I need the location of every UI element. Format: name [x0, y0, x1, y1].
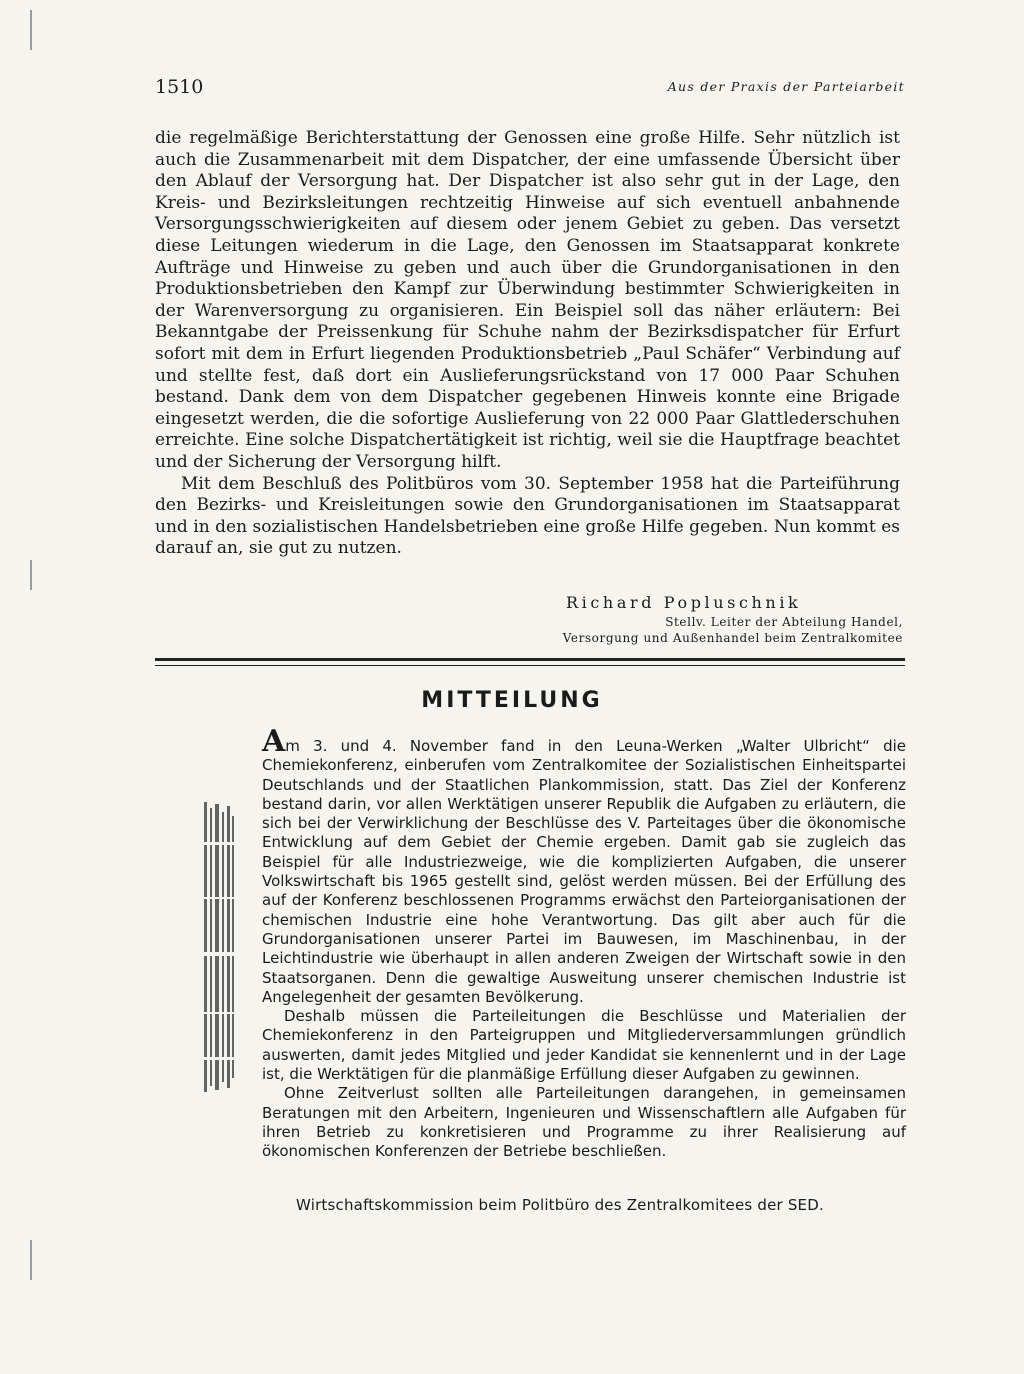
section-divider — [155, 665, 905, 666]
section-divider — [155, 658, 905, 661]
notice-paragraph: Ohne Zeitverlust sollten alle Parteileitungen darangehen, in gemeinsamen Beratungen mit den Arbeitern, Ingenieuren und Wissenschaftlern alle Aufgaben für ihren Betrieb zu konkretisieren und Programme zu ihrer Realisierung auf ökonomischen Konferenzen der Betriebe beschließen. — [262, 1084, 906, 1161]
notice-paragraph: Deshalb müssen die Parteileitungen die Beschlüsse und Materialien der Chemiekonferenz in den Parteigruppen und Mitgliederversammlungen gründlich auswerten, damit jedes Mitglied und jeder Kandidat sie kennenlernt und in der Lage ist, die Werktätigen für die planmäßige Erfüllung dieser Aufgaben zu gewinnen. — [262, 1007, 906, 1084]
rubber-stamp-mark — [198, 802, 238, 1092]
scan-edge-mark — [30, 560, 32, 590]
author-signature — [480, 592, 903, 646]
notice-paragraph-text: m 3. und 4. November fand in den Leuna-Werken „Walter Ulbricht“ die Chemiekonferenz, einberufen vom Zentralkomitee der Sozialistischen Einheitspartei Deutschlands und der Staatlichen Plankommission, statt. Das Ziel der Konferenz bestand darin, vor allen Werktätigen unserer Republik die Aufgaben zu erläutern, die sich bei der Verwirklichung der Beschlüsse des V. Parteitages über die ökonomische Entwicklung auf dem Gebiet der Chemie ergeben. Damit gab sie zugleich das Beispiel für alle Industriezweige, wie die komplizierten Aufgaben, die unserer Volkswirtschaft bis 1965 gestellt sind, gelöst werden müssen. Bei der Erfüllung des auf der Konferenz beschlossenen Programms erwächst den Parteiorganisationen der chemischen Industrie eine hohe Verantwortung. Das gilt aber auch für die Grundorganisationen unserer Partei im Bauwesen, im Maschinenbau, in der Leichtindustrie wie überhaupt in allen anderen Zweigen der Wirtschaft sowie in den Staatsorganen. Denn die gewaltige Ausweitung unserer chemischen Industrie ist Angelegenheit der gesamten Bevölkerung. — [262, 737, 906, 1006]
page-number: 1510 — [155, 76, 204, 98]
page-header — [155, 76, 905, 100]
notice-title: MITTEILUNG — [421, 688, 603, 713]
author-role: Stellv. Leiter der Abteilung Handel, — [665, 615, 903, 629]
article-paragraph: die regelmäßige Berichterstattung der Genossen eine große Hilfe. Sehr nützlich ist auch die Zusammenarbeit mit dem Dispatcher, der eine umfassende Übersicht über den Ablauf der Versorgung hat. Der Dispatcher ist also sehr gut in der Lage, den Kreis- und Bezirksleitungen rechtzeitig Hinweise auf sich eventuell anbahnende Versorgungsschwierigkeiten auf diesem oder jenem Gebiet zu geben. Das versetzt diese Leitungen wiederum in die Lage, den Genossen im Staatsapparat konkrete Aufträge und Hinweise zu geben und auch über die Grundorganisationen in den Produktionsbetrieben den Kampf zur Überwindung bestimmter Schwierigkeiten in der Warenversorgung zu organisieren. Ein Beispiel soll das näher erläutern: Bei Bekanntgabe der Preissenkung für Schuhe nahm der Bezirksdispatcher für Erfurt sofort mit dem in Erfurt liegenden Produktionsbetrieb „Paul Schäfer“ Verbindung auf und stellte fest, daß dort ein Auslieferungsrückstand von 17 000 Paar Schuhen bestand. Dank dem von dem Dispatcher gegebenen Hinweis konnte eine Brigade eingesetzt werden, die die sofortige Auslieferung von 22 000 Paar Glattlederschuhen erreichte. Eine solche Dispatchertätigkeit ist richtig, weil sie die Hauptfrage beachtet und der Sicherung der Versorgung hilft. — [155, 128, 900, 472]
notice-body — [262, 724, 906, 1162]
scan-edge-mark — [30, 10, 32, 50]
author-name: Richard Popluschnik — [566, 593, 802, 612]
notice-closing: Wirtschaftskommission beim Politbüro des Zentralkomitees der SED. — [296, 1196, 824, 1214]
drop-cap: A — [262, 724, 286, 759]
author-role: Versorgung und Außenhandel beim Zentralkomitee — [562, 631, 903, 645]
scan-edge-mark — [30, 1240, 32, 1280]
notice-paragraph — [262, 724, 906, 1007]
article-body — [155, 128, 900, 560]
running-title: Aus der Praxis der Parteiarbeit — [667, 79, 905, 94]
article-paragraph: Mit dem Beschluß des Politbüros vom 30. September 1958 hat die Parteiführung den Bezirks- und Kreisleitungen sowie den Grundorganisationen im Staatsapparat und in den sozialistischen Handelsbetrieben eine große Hilfe gegeben. Nun kommt es darauf an, sie gut zu nutzen. — [155, 473, 900, 559]
